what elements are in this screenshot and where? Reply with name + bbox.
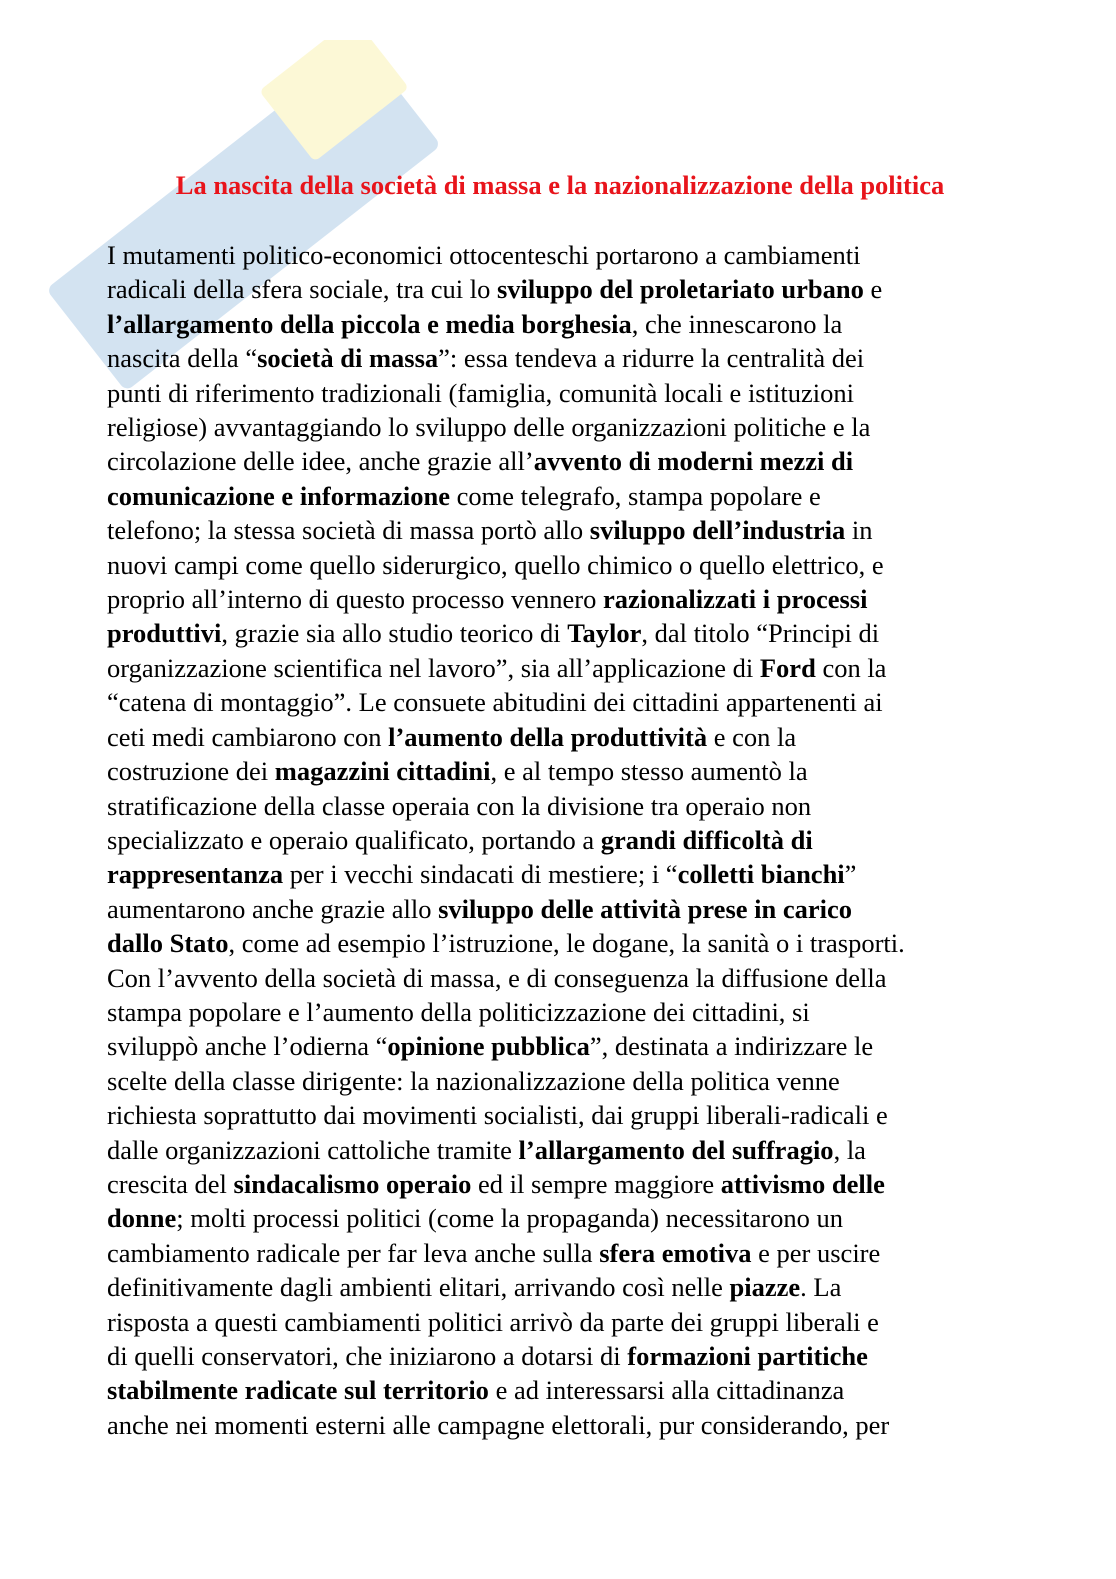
text-run: , dal titolo “Principi di — [641, 618, 880, 649]
paragraph-line — [107, 857, 1017, 891]
text-run: , e al tempo stesso aumentò la — [490, 756, 808, 787]
paragraph-line — [107, 616, 1017, 650]
text-run: costruzione dei — [107, 756, 275, 787]
text-run: definitivamente dagli ambienti elitari, arrivando così nelle — [107, 1272, 730, 1303]
text-run: come telegrafo, stampa popolare e — [449, 480, 821, 511]
paragraph-line — [107, 1098, 1017, 1132]
text-run: con la — [815, 652, 887, 683]
bold-text-run: comunicazione e informazione — [107, 480, 450, 511]
text-run: di quelli conservatori, che iniziarono a dotarsi di — [107, 1341, 628, 1371]
text-run: circolazione delle idee, anche grazie all’ — [107, 446, 534, 477]
bold-text-run: grandi difficoltà di — [600, 824, 813, 855]
bold-text-run: sfera emotiva — [599, 1237, 752, 1268]
text-run: e con la — [707, 721, 797, 752]
paragraph-line — [107, 926, 1017, 960]
text-run: , come ad esempio l’istruzione, le dogane, la sanità o i trasporti. — [228, 928, 905, 959]
paragraph-line — [107, 1029, 1017, 1063]
text-run: ceti medi cambiarono con — [107, 721, 389, 752]
text-run: cambiamento radicale per far leva anche sulla — [107, 1237, 600, 1268]
bold-text-run: sindacalismo operaio — [233, 1168, 472, 1199]
paragraph-line — [107, 1236, 1017, 1270]
text-run: ” — [844, 859, 857, 890]
text-run: in — [845, 515, 873, 546]
text-run: “catena di montaggio”. Le consuete abitudini dei cittadini appartenenti ai — [107, 687, 883, 718]
paragraph-line — [107, 823, 1017, 857]
bold-text-run: l’allargamento della piccola e media borghesia — [107, 308, 632, 339]
paragraph-line — [107, 720, 1017, 754]
paragraph-line — [107, 789, 1017, 823]
text-run: punti di riferimento tradizionali (famiglia, comunità locali e istituzioni — [107, 377, 854, 408]
text-run: proprio all’interno di questo processo vennero — [107, 584, 604, 615]
document-body — [107, 238, 1017, 1442]
text-run: e — [863, 274, 883, 305]
paragraph-line — [107, 1133, 1017, 1167]
paragraph-line — [107, 754, 1017, 788]
bold-text-run: avvento di moderni mezzi di — [533, 446, 854, 477]
bold-text-run: dallo Stato — [107, 928, 229, 959]
paragraph-line — [107, 238, 1017, 272]
text-run: Con l’avvento della società di massa, e di conseguenza la diffusione della — [107, 962, 887, 993]
paragraph-line — [107, 307, 1017, 341]
text-run: ”: essa tendeva a ridurre la centralità dei — [438, 343, 865, 374]
text-run: ed il sempre maggiore — [471, 1168, 721, 1199]
text-run: , che innescarono la — [631, 308, 843, 339]
text-run: I mutamenti politico-economici ottocenteschi portarono a cambiamenti — [107, 240, 861, 270]
paragraph-line — [107, 479, 1017, 513]
text-run: telefono; la stessa società di massa portò allo — [107, 515, 590, 546]
paragraph-line — [107, 685, 1017, 719]
text-run: , la — [833, 1134, 866, 1165]
bold-text-run: sviluppo del proletariato urbano — [496, 274, 864, 305]
bold-text-run: piazze — [729, 1272, 801, 1303]
text-run: e per uscire — [751, 1237, 881, 1268]
bold-text-run: società di massa — [257, 343, 439, 374]
text-run: , grazie sia allo studio teorico di — [221, 618, 568, 649]
text-run: richiesta soprattutto dai movimenti socialisti, dai gruppi liberali-radicali e — [107, 1100, 888, 1131]
text-run: nascita della “ — [107, 343, 258, 374]
paragraph-line — [107, 513, 1017, 547]
bold-text-run: rappresentanza — [107, 859, 284, 890]
paragraph-line — [107, 1373, 1017, 1407]
paragraph-line — [107, 1408, 1017, 1442]
bold-text-run: Ford — [759, 652, 816, 683]
paragraph-line — [107, 961, 1017, 995]
bold-text-run: attivismo delle — [720, 1168, 885, 1199]
paragraph-line — [107, 444, 1017, 478]
text-run: crescita del — [107, 1168, 234, 1199]
text-run: per i vecchi sindacati di mestiere; i “ — [283, 859, 678, 890]
text-run: . La — [800, 1272, 842, 1303]
paragraph-line — [107, 582, 1017, 616]
paragraph-line — [107, 892, 1017, 926]
text-run: anche nei momenti esterni alle campagne elettorali, pur considerando, per — [107, 1409, 890, 1440]
bold-text-run: sviluppo dell’industria — [589, 515, 846, 546]
bold-text-run: Taylor — [567, 618, 642, 649]
bold-text-run: produttivi — [107, 618, 222, 649]
paragraph-line — [107, 1167, 1017, 1201]
paragraph-line — [107, 1201, 1017, 1235]
bold-text-run: stabilmente radicate sul territorio — [107, 1375, 489, 1406]
paragraph-line — [107, 272, 1017, 306]
paragraph-line — [107, 548, 1017, 582]
text-run: aumentarono anche grazie allo — [107, 893, 439, 924]
text-run: dalle organizzazioni cattoliche tramite — [107, 1134, 519, 1165]
text-run: ”, destinata a indirizzare le — [589, 1031, 874, 1062]
bold-text-run: l’allargamento del suffragio — [518, 1134, 834, 1165]
paragraph-line — [107, 1270, 1017, 1304]
paragraph-line — [107, 376, 1017, 410]
text-run: specializzato e operaio qualificato, portando a — [107, 824, 601, 855]
bold-text-run: l’aumento della produttività — [388, 721, 708, 752]
bold-text-run: razionalizzati i processi — [603, 584, 868, 615]
paragraph-line — [107, 341, 1017, 375]
text-run: radicali della sfera sociale, tra cui lo — [107, 274, 497, 305]
bold-text-run: formazioni partitiche — [627, 1341, 868, 1371]
paragraph-line — [107, 1339, 1017, 1373]
text-run: e ad interessarsi alla cittadinanza — [488, 1375, 845, 1406]
text-run: nuovi campi come quello siderurgico, quello chimico o quello elettrico, e — [107, 549, 884, 580]
paragraph-line — [107, 651, 1017, 685]
text-run: stampa popolare e l’aumento della politicizzazione dei cittadini, si — [107, 996, 810, 1027]
document-title: La nascita della società di massa e la nazionalizzazione della politica — [175, 170, 945, 200]
text-run: ; molti processi politici (come la propaganda) necessitarono un — [176, 1203, 843, 1234]
text-run: risposta a questi cambiamenti politici arrivò da parte dei gruppi liberali e — [107, 1306, 879, 1337]
bold-text-run: opinione pubblica — [387, 1031, 590, 1062]
bold-text-run: colletti bianchi — [677, 859, 845, 890]
bold-text-run: donne — [107, 1203, 177, 1234]
text-run: stratificazione della classe operaia con la divisione tra operaio non — [107, 790, 812, 821]
text-run: sviluppò anche l’odierna “ — [107, 1031, 388, 1062]
text-run: religiose) avvantaggiando lo sviluppo delle organizzazioni politiche e la — [107, 412, 871, 443]
paragraph-line — [107, 410, 1017, 444]
text-run: organizzazione scientifica nel lavoro”, sia all’applicazione di — [107, 652, 760, 683]
text-run: scelte della classe dirigente: la nazionalizzazione della politica venne — [107, 1065, 840, 1096]
bold-text-run: magazzini cittadini — [274, 756, 491, 787]
paragraph-line — [107, 1064, 1017, 1098]
bold-text-run: sviluppo delle attività prese in carico — [438, 893, 853, 924]
paragraph-line — [107, 995, 1017, 1029]
paragraph-line — [107, 1305, 1017, 1339]
